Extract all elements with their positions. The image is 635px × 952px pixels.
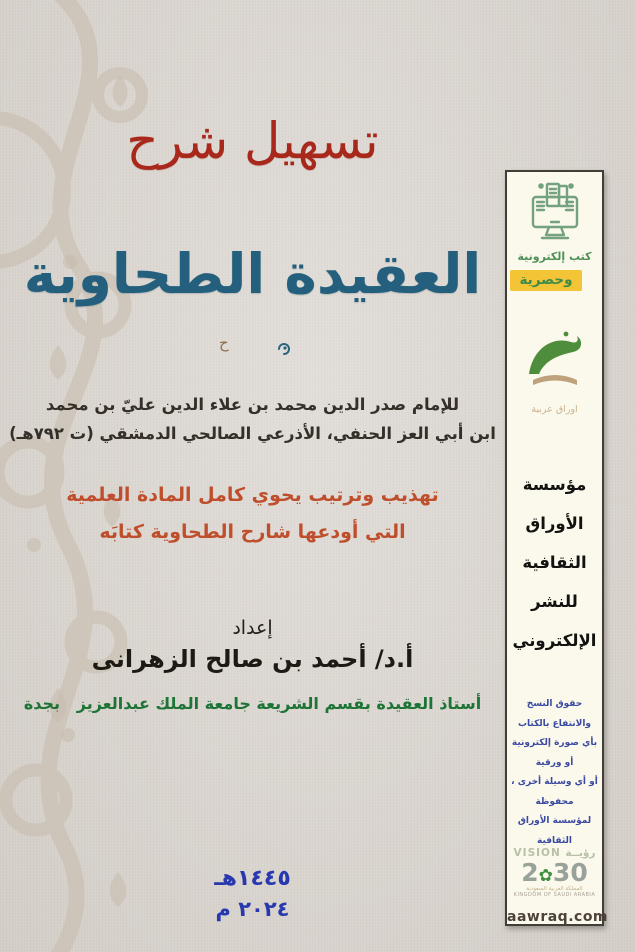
copyright-line-4: لمؤسسة الأوراق الثقافية	[517, 816, 592, 846]
vision-year-right: 30	[552, 857, 588, 887]
awraq-arabia-label: اوراق عربية	[531, 404, 578, 415]
publisher-word-5: الإلكتروني	[512, 631, 597, 650]
date-gregorian: ٢٠٢٤ م	[215, 897, 290, 921]
publisher-word-4: للنشر	[531, 592, 578, 611]
book-main-title: العقيدة الطحاوية	[23, 242, 482, 306]
saudi-emblem-icon: ✿	[538, 865, 553, 886]
awraq-arabia-logo-icon	[507, 330, 602, 398]
author-line-2: ابن أبي العز الحنفي، الأذرعي الصالحي الدمشقي (ت ٧٩٢هـ)	[9, 424, 496, 443]
subtitle-line-2: التي أودعها شارح الطحاوية كتابَه	[99, 521, 406, 543]
publisher-sidebar	[505, 170, 609, 926]
copyright-line-1: حقوق النسخ والانتفاع بالكتاب	[517, 699, 592, 729]
publisher-word-2: الأوراق	[525, 514, 584, 533]
kingdom-name-en: KINGDOM OF SAUDI ARABIA	[513, 892, 596, 898]
vision-year	[507, 857, 602, 887]
vision-label-en: VISION	[513, 847, 561, 859]
vision-2030-logo	[507, 848, 602, 898]
series-title: تسهيل شرح	[126, 112, 379, 170]
exclusive-badge: وحصرية	[510, 270, 582, 291]
subtitle-block	[0, 477, 505, 551]
vision-label-ar: رؤيــة	[565, 847, 596, 859]
subtitle-line-1: تهذيب وترتيب يحوي كامل المادة العلمية	[66, 484, 439, 506]
preparer-name: أ.د/ أحمد بن صالح الزهرانى	[91, 645, 414, 673]
publisher-name-block	[507, 465, 602, 660]
copyright-line-2: بأي صورة إلكترونية أو ورقية	[511, 738, 598, 768]
calligrapher-seal-icon	[276, 340, 292, 356]
date-hijri: ١٤٤٥هـ	[214, 866, 291, 891]
author-block	[0, 390, 505, 448]
publisher-website: aawraq.com	[507, 909, 609, 925]
author-line-1: للإمام صدر الدين محمد بن علاء الدين عليّ بن محمد	[45, 395, 460, 414]
kingdom-name-ar: المملكة العربية السعودية	[526, 885, 583, 892]
publisher-word-1: مؤسسة	[522, 475, 587, 494]
preparation-label: إعداد	[232, 617, 273, 639]
copyright-line-3: أو أي وسيلة أخرى ، محفوظة	[511, 777, 598, 807]
vision-year-left: 2	[521, 857, 539, 887]
ebook-monitor-icon	[507, 180, 602, 250]
calligraphy-mark: ح	[219, 334, 229, 352]
preparer-position: أستاذ العقيدة بقسم الشريعة جامعة الملك عبدالعزيز بجدة	[23, 694, 482, 713]
ebooks-label: كتب إلكترونية	[517, 250, 592, 263]
publisher-word-3: الثقافية	[522, 553, 587, 572]
copyright-notice	[507, 695, 602, 851]
